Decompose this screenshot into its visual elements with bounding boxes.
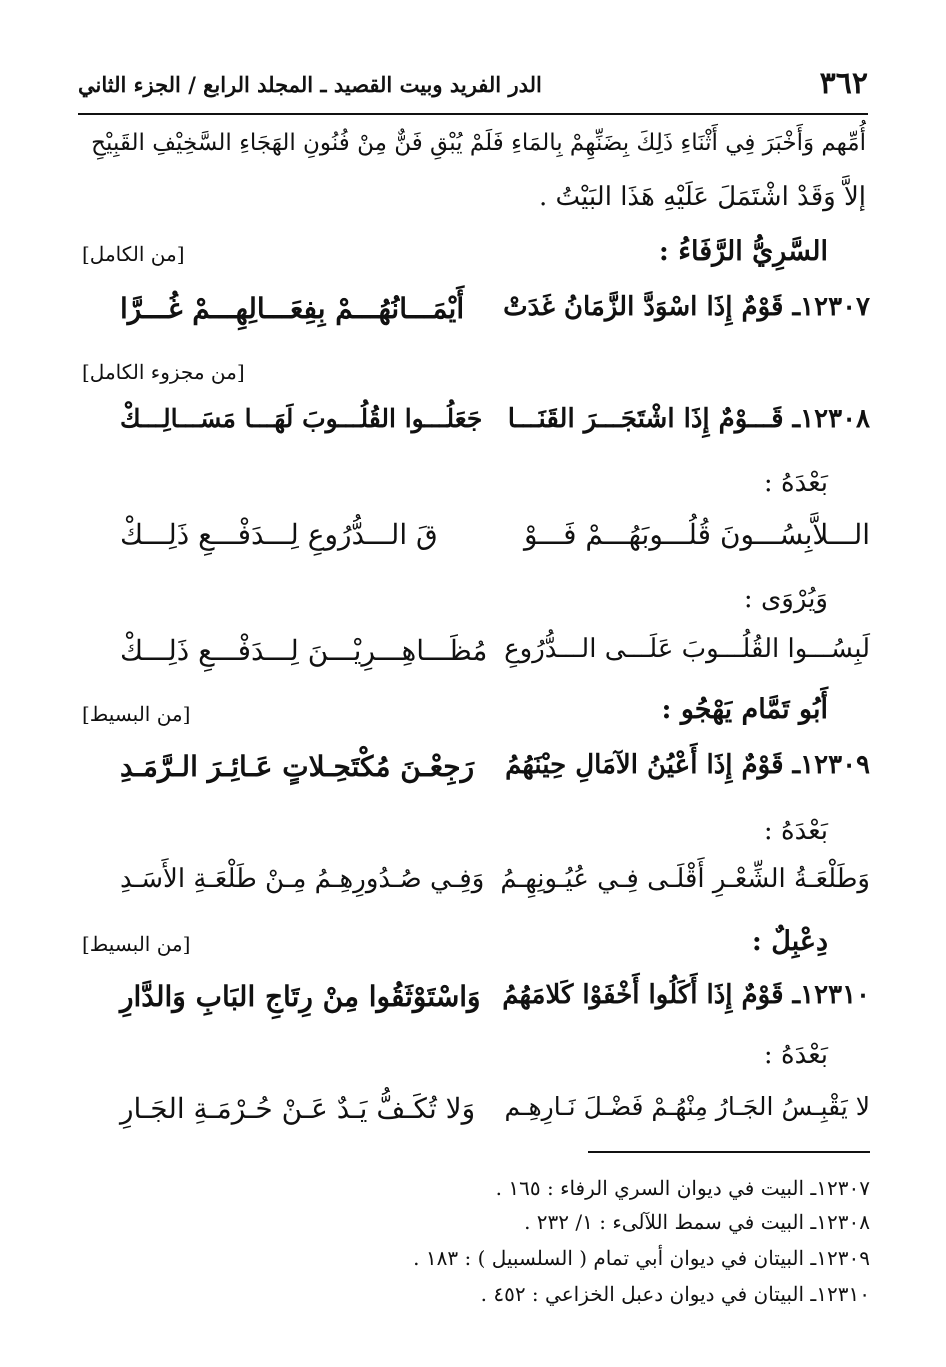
variant-label: وَيُرْوَى : <box>743 584 828 614</box>
verse-second-hemistich: جَعَلُـــوا القُلُـــوبَ لَهَـــا مَسَـــالِـــكْ <box>120 404 483 433</box>
verse-first-hemistich: وَطَلْعَـةُ الشِّعْـرِ أَقْلَـى فِـي عُيُـونِهِـمُ <box>500 864 870 894</box>
meter-label: [من الكامل] <box>82 242 185 266</box>
footnote-rule <box>588 1151 870 1153</box>
verse-12307 <box>80 292 870 342</box>
verse-first-hemistich: ١٢٣١٠ـ قَوْمٌ إِذَا أَكَلُوا أَخْفَوْا كَلامَهُمُ <box>502 980 870 1010</box>
poet-name: أَبُو تَمَّام يَهْجُو : <box>661 694 828 725</box>
verse-12308 <box>80 404 870 454</box>
verse-continuation <box>80 518 870 568</box>
verse-second-hemistich: مُظَـــاهِـــرِيْـــنَ لِـــدَفْـــعِ ذَلِـــكْ <box>120 634 488 667</box>
verse-continuation <box>80 1092 870 1142</box>
verse-second-hemistich: قَ الـــدُّرُوعِ لِـــدَفْـــعِ ذَلِـــكْ <box>120 518 438 551</box>
footnote: ١٢٣٠٩ـ البيتان في ديوان أبي تمام ( السلسبيل ) : ١٨٣ . <box>413 1246 870 1270</box>
verse-variant <box>80 634 870 684</box>
after-label: بَعْدَهُ : <box>763 816 828 846</box>
verse-continuation <box>80 864 870 914</box>
intro-line-2: إلاَّ وَقَدْ اشْتَمَلَ عَلَيْهِ هَذَا البَيْتُ . <box>539 182 866 212</box>
after-label: بَعْدَهُ : <box>763 1040 828 1070</box>
header-rule <box>78 113 868 115</box>
verse-12310 <box>80 980 870 1030</box>
footnote: ١٢٣٠٧ـ البيت في ديوان السري الرفاء : ١٦٥ . <box>495 1176 870 1200</box>
poet-name: السَّرِيُّ الرَّفَاءُ : <box>658 236 828 267</box>
footnote: ١٢٣٠٨ـ البيت في سمط اللآلىء : ١/ ٢٣٢ . <box>524 1210 870 1234</box>
verse-second-hemistich: وَلا تُكَـفُّ يَـدٌ عَـنْ حُـرْمَـةِ الجَـارِ <box>120 1092 476 1125</box>
meter-label: [من مجزوء الكامل] <box>82 360 245 384</box>
verse-first-hemistich: ١٢٣٠٩ـ قَوْمٌ إِذَا أَعْيُنُ الآمَالِ حِيْنَهُمُ <box>505 750 870 780</box>
verse-second-hemistich: وَاسْتَوْثَقُوا مِنْ رِتَاجِ البَابِ وَالدَّارِ <box>120 980 481 1013</box>
verse-second-hemistich: أَيْمَـــانُهُـــمْ بِفِعَـــالِهِـــمْ غُـــرَّا <box>120 292 465 325</box>
poet-name: دِعْبِلٌ : <box>751 926 828 957</box>
verse-first-hemistich: ١٢٣٠٨ـ قَـــوْمٌ إِذَا اشْتَجَـــرَ القَنَـــا <box>507 404 870 434</box>
verse-first-hemistich: لا يَقْبِـسُ الجَـارُ مِنْهُـمْ فَضْـلَ نَـارِهِـم <box>504 1092 870 1121</box>
running-title: الدر الفريد وبيت القصيد ـ المجلد الرابع / الجزء الثاني <box>78 72 542 97</box>
after-label: بَعْدَهُ : <box>763 468 828 498</box>
page-number: ٣٦٢ <box>819 66 868 101</box>
intro-line-1: أُمِّهم وَأَخْبَرَ فِي أَثْنَاءِ ذَلِكَ بِضَنِّهِمْ بِالمَاءِ فَلَمْ يُبْقِ فَنٌّ مِنْ فُنُونِ الهَجَاءِ السَّخِيْفِ القَبِيْحِ <box>91 130 866 156</box>
verse-second-hemistich: رَجِعْـنَ مُكْتَحِـلاتٍ عَـائِـرَ الـرَّمَـدِ <box>120 750 475 783</box>
verse-first-hemistich: ١٢٣٠٧ـ قَوْمٌ إِذَا اسْوَدَّ الزَّمَانُ غَدَتْ <box>503 292 870 322</box>
verse-first-hemistich: الـــلاَّبِسُـــونَ قُلُـــوبَهُـــمْ فَـــوْ <box>524 518 870 551</box>
meter-label: [من البسيط] <box>82 702 191 726</box>
meter-label: [من البسيط] <box>82 932 191 956</box>
verse-12309 <box>80 750 870 800</box>
verse-first-hemistich: لَبِسُـــوا القُلُـــوبَ عَلَـــى الـــدُّرُوعِ <box>504 634 870 664</box>
verse-second-hemistich: وَفِـي صُـدُورِهِـمُ مِـنْ طَلْعَـةِ الأَسَـدِ <box>120 864 485 894</box>
footnote: ١٢٣١٠ـ البيتان في ديوان دعبل الخزاعي : ٤٥٢ . <box>480 1282 870 1306</box>
page-header <box>78 66 868 102</box>
